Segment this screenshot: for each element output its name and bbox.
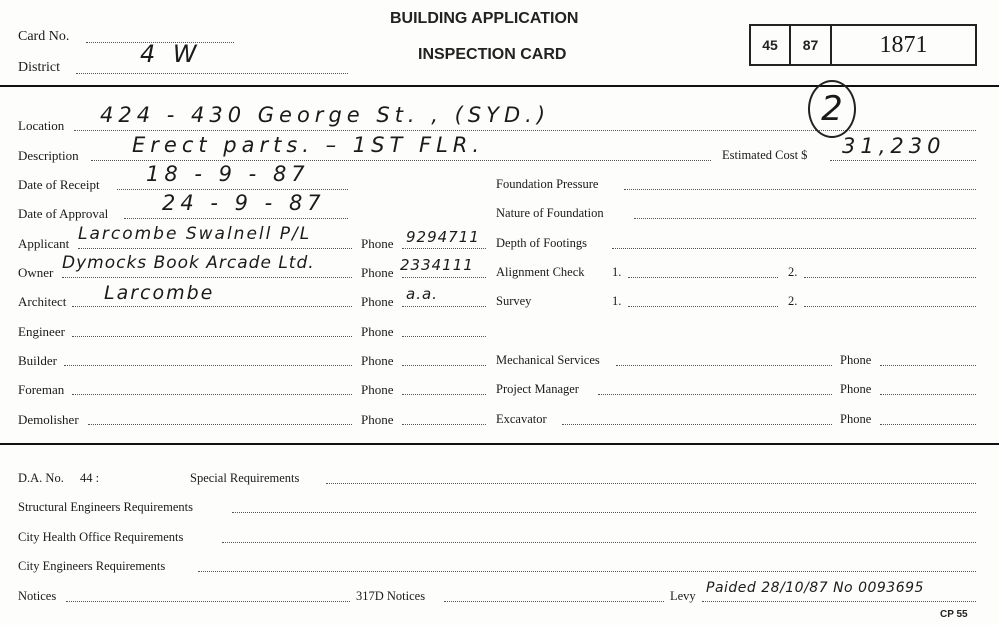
owner-line <box>62 277 352 278</box>
nature-of-foundation-line <box>634 218 976 219</box>
owner-phone-value: 2334111 <box>400 256 474 274</box>
structural-engineers-label: Structural Engineers Requirements <box>18 500 193 514</box>
demolisher-label: Demolisher <box>18 412 79 427</box>
nature-of-foundation-label: Nature of Foundation <box>496 206 604 220</box>
mechanical-services-phone-label: Phone <box>840 353 872 367</box>
excavator-label: Excavator <box>496 412 547 426</box>
notices-317d-label: 317D Notices <box>356 589 426 603</box>
city-health-line <box>222 542 976 543</box>
city-engineers-label: City Engineers Requirements <box>18 559 166 573</box>
estimated-cost-label: Estimated Cost $ <box>722 148 808 162</box>
engineer-line <box>72 336 352 337</box>
description-label: Description <box>18 148 79 163</box>
description-line <box>91 160 711 161</box>
project-manager-phone-line <box>880 394 976 395</box>
applicant-value: Larcombe Swalnell P/L <box>78 224 312 244</box>
levy-value: Paided 28/10/87 No 0093695 <box>706 580 924 596</box>
special-requirements-label: Special Requirements <box>190 471 300 485</box>
date-of-approval-value: 24 - 9 - 87 <box>162 191 326 215</box>
date-of-receipt-line <box>117 189 348 190</box>
district-value: 4 W <box>140 40 202 68</box>
excavator-phone-line <box>880 424 976 425</box>
ref-cell-a: 45 <box>751 26 791 64</box>
architect-phone-value: a.a. <box>406 285 438 303</box>
foreman-line <box>72 394 352 395</box>
builder-phone-line <box>402 365 486 366</box>
levy-line <box>702 601 976 602</box>
applicant-phone-value: 9294711 <box>406 228 480 246</box>
date-of-receipt-label: Date of Receipt <box>18 177 100 192</box>
foundation-pressure-label: Foundation Pressure <box>496 177 599 191</box>
applicant-line <box>78 248 352 249</box>
location-label: Location <box>18 118 65 133</box>
estimated-cost-line <box>830 160 976 161</box>
project-manager-phone-label: Phone <box>840 382 872 396</box>
engineer-phone-line <box>402 336 486 337</box>
mechanical-services-phone-line <box>880 365 976 366</box>
alignment-check-1-line <box>628 277 778 278</box>
depth-of-footings-line <box>612 248 976 249</box>
foundation-pressure-line <box>624 189 976 190</box>
demolisher-phone-label: Phone <box>361 412 394 427</box>
builder-line <box>64 365 352 366</box>
ref-cell-c: 1871 <box>879 31 928 58</box>
architect-label: Architect <box>18 294 67 309</box>
special-requirements-line <box>326 483 976 484</box>
survey-2-line <box>804 306 976 307</box>
date-of-approval-label: Date of Approval <box>18 206 109 221</box>
foreman-label: Foreman <box>18 382 65 397</box>
architect-value: Larcombe <box>104 282 215 304</box>
district-line <box>76 73 348 74</box>
notices-line <box>66 601 350 602</box>
owner-phone-line <box>402 277 486 278</box>
reference-box <box>749 24 977 66</box>
circled-number: 2 <box>808 80 856 138</box>
foreman-phone-label: Phone <box>361 382 394 397</box>
estimated-cost-value: 31,230 <box>842 134 946 158</box>
architect-line <box>72 306 352 307</box>
owner-value: Dymocks Book Arcade Ltd. <box>62 253 315 273</box>
applicant-phone-line <box>402 248 486 249</box>
district-label: District <box>18 60 60 75</box>
date-of-approval-line <box>124 218 348 219</box>
survey-1-label: 1. <box>612 294 622 308</box>
form-code: CP 55 <box>940 609 968 620</box>
engineer-label: Engineer <box>18 324 65 339</box>
builder-phone-label: Phone <box>361 353 394 368</box>
applicant-phone-label: Phone <box>361 236 394 251</box>
survey-2-label: 2. <box>788 294 798 308</box>
card-title-line1: BUILDING APPLICATION <box>390 10 579 27</box>
excavator-line <box>562 424 832 425</box>
applicant-label: Applicant <box>18 236 70 251</box>
card-no-label: Card No. <box>18 29 70 44</box>
alignment-check-label: Alignment Check <box>496 265 585 279</box>
da-no-label: D.A. No. <box>18 471 64 485</box>
card-title-line2: INSPECTION CARD <box>418 46 567 63</box>
survey-label: Survey <box>496 294 532 308</box>
alignment-check-2-line <box>804 277 976 278</box>
mechanical-services-label: Mechanical Services <box>496 353 600 367</box>
date-of-receipt-value: 18 - 9 - 87 <box>146 162 310 186</box>
notices-label: Notices <box>18 589 57 603</box>
owner-label: Owner <box>18 265 54 280</box>
location-value: 424 - 430 George St. , (SYD.) <box>100 103 551 127</box>
architect-phone-label: Phone <box>361 294 394 309</box>
owner-phone-label: Phone <box>361 265 394 280</box>
demolisher-line <box>88 424 352 425</box>
description-value: Erect parts. – 1ST FLR. <box>132 133 485 157</box>
survey-1-line <box>628 306 778 307</box>
alignment-check-1-label: 1. <box>612 265 622 279</box>
foreman-phone-line <box>402 394 486 395</box>
project-manager-label: Project Manager <box>496 382 579 396</box>
notices-317d-line <box>444 601 664 602</box>
city-engineers-line <box>198 571 976 572</box>
ref-cell-b: 87 <box>791 26 832 64</box>
engineer-phone-label: Phone <box>361 324 394 339</box>
excavator-phone-label: Phone <box>840 412 872 426</box>
demolisher-phone-line <box>402 424 486 425</box>
depth-of-footings-label: Depth of Footings <box>496 236 587 250</box>
section-divider <box>0 443 999 445</box>
builder-label: Builder <box>18 353 57 368</box>
city-health-label: City Health Office Requirements <box>18 530 184 544</box>
architect-phone-line <box>402 306 486 307</box>
mechanical-services-line <box>616 365 832 366</box>
project-manager-line <box>598 394 832 395</box>
levy-label: Levy <box>670 589 696 603</box>
da-no-value: 44 : <box>80 471 100 485</box>
structural-engineers-line <box>232 512 976 513</box>
header-divider <box>0 85 999 87</box>
alignment-check-2-label: 2. <box>788 265 798 279</box>
